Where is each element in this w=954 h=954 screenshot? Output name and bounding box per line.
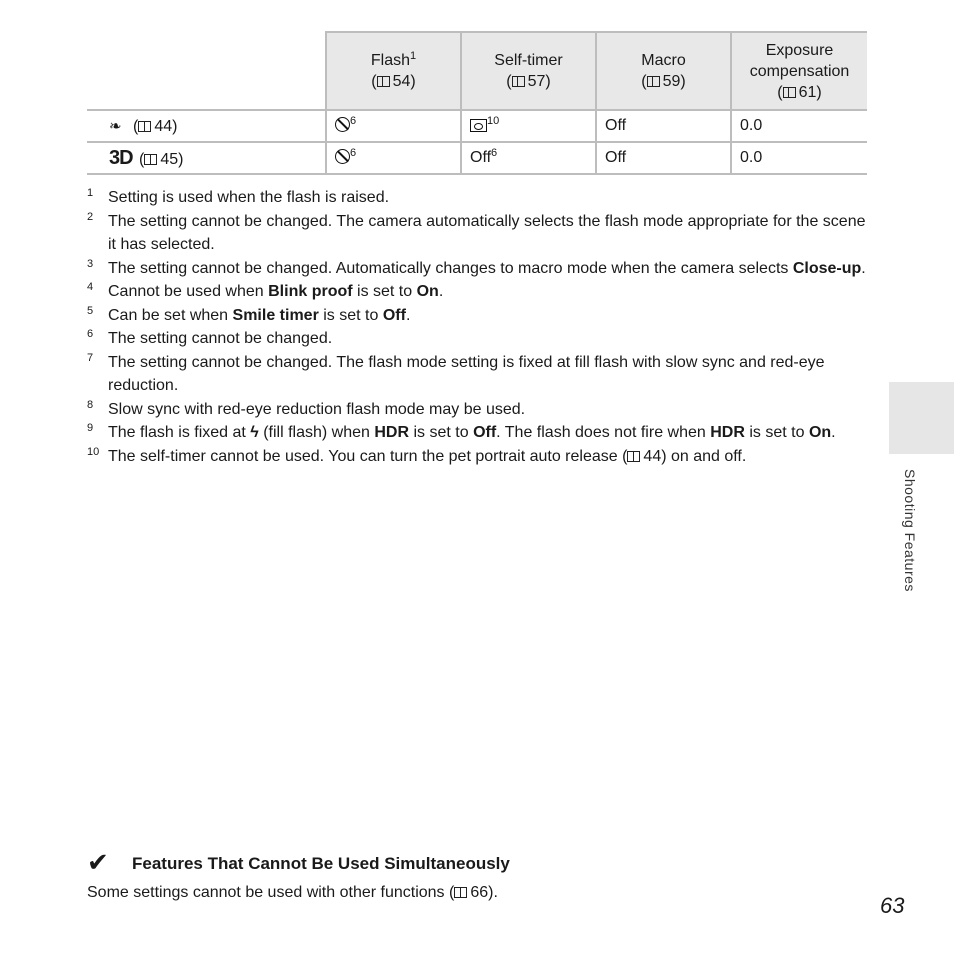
fill-flash-icon: ϟ xyxy=(250,424,259,441)
footnote-text: Cannot be used when xyxy=(108,283,269,300)
setting-name: HDR xyxy=(374,424,410,441)
footnote-number: 1 xyxy=(87,187,94,199)
exposure-cell: 0.0 xyxy=(731,142,867,174)
check-note-icon: ✔ xyxy=(87,847,109,877)
setting-name: Smile timer xyxy=(232,306,319,324)
footnote xyxy=(87,327,877,351)
footnote xyxy=(87,421,877,445)
table-row xyxy=(87,142,867,174)
footnotes xyxy=(87,186,877,468)
note-text: Some settings cannot be used with other functions ( xyxy=(87,884,455,901)
footnote-text: . xyxy=(438,283,444,300)
book-ref-icon xyxy=(377,76,390,87)
footnote xyxy=(87,257,877,281)
page-ref: 44 xyxy=(154,117,173,135)
book-ref-icon xyxy=(512,76,525,87)
flash-cell xyxy=(326,142,461,174)
footnote-number: 6 xyxy=(87,328,94,340)
setting-name: HDR xyxy=(710,424,745,441)
footnote xyxy=(87,210,877,257)
self-timer-cell xyxy=(461,110,596,142)
header-macro: Macro ( 59) xyxy=(596,32,731,110)
pet-portrait-icon: ❧ xyxy=(109,117,122,135)
section-label: Shooting Features xyxy=(902,469,918,592)
flash-cell xyxy=(326,110,461,142)
page-ref: 44 xyxy=(643,447,662,465)
header-label: Exposure compensation xyxy=(749,41,850,80)
footnote-text: . xyxy=(831,424,836,441)
footnote-text: (fill flash) when xyxy=(258,424,375,441)
footnote xyxy=(87,186,877,210)
footnote xyxy=(87,351,877,398)
footnote-text: . xyxy=(861,259,866,277)
footnote-text: ) on and off. xyxy=(661,447,747,465)
header-blank-cell xyxy=(87,32,326,110)
header-self-timer: Self-timer ( 57) xyxy=(461,32,596,110)
page-ref: 66 xyxy=(470,884,489,901)
page-ref: 45 xyxy=(160,150,179,168)
footnote-text: The setting cannot be changed. xyxy=(108,330,333,347)
header-label: Self-timer xyxy=(494,52,563,69)
section-tab xyxy=(889,382,954,454)
table-row xyxy=(87,110,867,142)
page-ref: 59 xyxy=(662,73,681,90)
page-ref: 54 xyxy=(392,73,411,90)
page-number: 63 xyxy=(880,893,905,918)
footnote-number: 3 xyxy=(87,257,94,270)
header-flash: Flash$^1$ ( 54) xyxy=(326,32,461,110)
page-ref: 61 xyxy=(798,83,817,101)
macro-cell: Off xyxy=(596,142,731,174)
flash-off-icon xyxy=(335,117,350,132)
setting-value: On xyxy=(808,424,832,441)
macro-cell: Off xyxy=(596,110,731,142)
settings-table xyxy=(87,31,867,175)
setting-name: Close-up xyxy=(792,259,862,277)
footnote-text: is set to xyxy=(744,424,809,441)
flash-off-icon xyxy=(335,149,350,164)
header-label: Macro xyxy=(641,52,686,69)
note-text: ). xyxy=(488,884,498,901)
scene-cell: 3D ( 45) xyxy=(87,142,326,174)
note-title: Features That Cannot Be Used Simultaneously xyxy=(132,854,510,873)
footnote-text: The setting cannot be changed. The flash mode setting is fixed at fill flash with slow sync and red-eye reduction. xyxy=(108,353,825,394)
setting-value: On xyxy=(416,283,439,300)
footnote-number: 7 xyxy=(87,351,94,364)
footnote-text: is set to xyxy=(318,306,383,324)
footnote-text: The setting cannot be changed. Automatically changes to macro mode when the camera selects xyxy=(108,259,793,277)
footnote xyxy=(87,280,877,304)
book-ref-icon xyxy=(138,121,151,132)
book-ref-icon xyxy=(647,76,660,87)
book-ref-icon xyxy=(627,451,640,462)
footnote-number: 9 xyxy=(87,422,94,434)
footnote-text: is set to xyxy=(409,424,474,441)
footnote xyxy=(87,398,877,422)
book-ref-icon xyxy=(144,154,157,165)
footnote-text: is set to xyxy=(352,283,417,300)
book-ref-icon xyxy=(454,887,467,898)
footnote xyxy=(87,445,877,469)
footnote-text: The flash is fixed at xyxy=(108,424,251,441)
setting-name: Blink proof xyxy=(268,283,353,300)
cell-value: Off xyxy=(470,149,492,166)
footnote-ref: 6 xyxy=(491,147,498,159)
self-timer-cell xyxy=(461,142,596,174)
footnote xyxy=(87,304,877,328)
footnote-text: The self-timer cannot be used. You can turn the pet portrait auto release ( xyxy=(108,447,628,465)
footnote-text: . The flash does not fire when xyxy=(496,424,711,441)
footnote-text: Setting is used when the flash is raised. xyxy=(108,189,390,206)
pet-auto-release-icon xyxy=(470,119,487,132)
footnote-number: 2 xyxy=(87,210,94,223)
header-label: Flash xyxy=(370,52,410,69)
table-header-row xyxy=(87,32,867,110)
footnote-ref: 10 xyxy=(487,115,500,127)
exposure-cell: 0.0 xyxy=(731,110,867,142)
footnote-text: Can be set when xyxy=(108,306,233,324)
footnote-number: 4 xyxy=(87,281,94,293)
footnote-ref: 6 xyxy=(350,147,357,159)
footnote-number: 10 xyxy=(87,445,100,458)
footnote-ref: 1 xyxy=(410,50,417,62)
header-exposure-compensation: Exposure compensation ( 61) xyxy=(731,32,867,110)
footnote-number: 8 xyxy=(87,398,94,411)
footnote-number: 5 xyxy=(87,304,94,317)
page-ref: 57 xyxy=(527,73,546,90)
footnote-text: Slow sync with red-eye reduction flash mode may be used. xyxy=(108,400,526,418)
footnote-text: . xyxy=(405,306,411,324)
book-ref-icon xyxy=(783,87,796,98)
footnote-ref: 6 xyxy=(350,115,357,127)
setting-value: Off xyxy=(382,306,406,324)
setting-value: Off xyxy=(473,424,497,441)
scene-cell: ❧ ( 44) xyxy=(87,110,326,142)
note-body xyxy=(87,884,498,902)
footnote-text: The setting cannot be changed. The camera automatically selects the flash mode appropriate for the scene it has selected. xyxy=(108,212,866,253)
3d-icon: 3D xyxy=(109,146,133,169)
